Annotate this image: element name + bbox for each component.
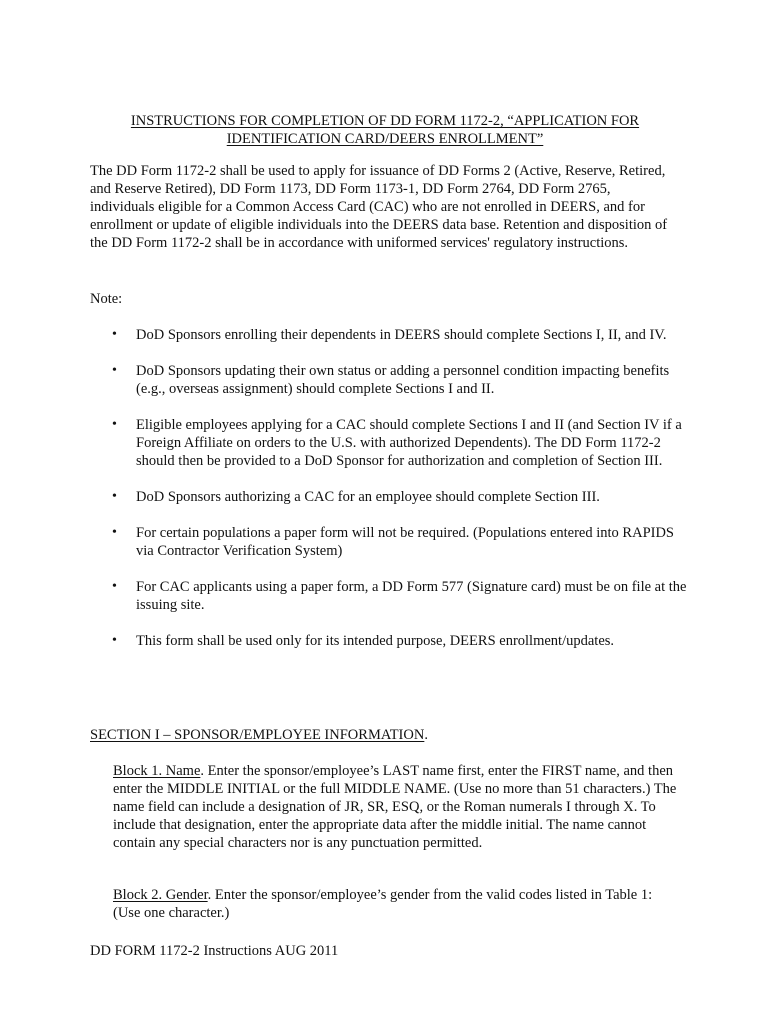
section-heading <box>90 726 428 744</box>
list-item <box>90 326 690 344</box>
block-1-text: . Enter the sponsor/employee’s LAST name first, enter the FIRST name, and then enter the MIDDLE INITIAL or the full MIDDLE NAME. (Use no more than 51 characters.) The name field can include a designation of JR, SR, ESQ, or the Roman numerals I through X. To include that designation, enter the appropriate data after the middle initial. The name cannot contain any special characters nor is any punctuation permitted. <box>113 763 677 851</box>
list-item <box>90 578 690 614</box>
title-line-2: IDENTIFICATION CARD/DEERS ENROLLMENT” <box>226 131 544 147</box>
bullet-icon: • <box>112 327 117 342</box>
list-item-text: DoD Sponsors authorizing a CAC for an employee should complete Section III. <box>136 489 600 505</box>
bullet-icon: • <box>112 525 117 540</box>
list-item <box>90 632 690 650</box>
list-item-text: Eligible employees applying for a CAC should complete Sections I and II (and Section IV if a Foreign Affiliate on orders to the U.S. with authorized Dependents). The DD Form 1172-2 should then be provided to a DoD Sponsor for authorization and completion of Section III. <box>136 417 682 469</box>
list-item-text: DoD Sponsors updating their own status or adding a personnel condition impacting benefits (e.g., overseas assignment) should complete Sections I and II. <box>136 363 670 397</box>
list-item-text: This form shall be used only for its intended purpose, DEERS enrollment/updates. <box>136 633 615 649</box>
notes-list <box>90 326 690 668</box>
bullet-icon: • <box>112 579 117 594</box>
note-label: Note: <box>90 291 123 307</box>
page-footer: DD FORM 1172-2 Instructions AUG 2011 <box>90 943 339 959</box>
block-1-paragraph <box>113 762 683 852</box>
title-line-1: INSTRUCTIONS FOR COMPLETION OF DD FORM 1172-2, “APPLICATION FOR <box>130 113 640 129</box>
block-2-text: . Enter the sponsor/employee’s gender from the valid codes listed in Table 1: (Use one character.) <box>113 887 653 921</box>
section-heading-suffix: . <box>424 727 428 743</box>
bullet-icon: • <box>112 489 117 504</box>
list-item <box>90 416 690 470</box>
block-1-label: Block 1. Name <box>113 763 201 779</box>
bullet-icon: • <box>112 633 117 648</box>
page-title <box>90 112 680 148</box>
section-heading-text: SECTION I – SPONSOR/EMPLOYEE INFORMATION <box>90 727 425 743</box>
intro-paragraph: The DD Form 1172-2 shall be used to apply for issuance of DD Forms 2 (Active, Reserve, Retired, and Reserve Retired), DD Form 1173, DD Form 1173-1, DD Form 2764, DD Form 2765, individuals eligible for a Common Access Card (CAC) who are not enrolled in DEERS, and for enrollment or update of eligible individuals into the DEERS data base. Retention and disposition of the DD Form 1172-2 shall be in accordance with uniformed services' regulatory instructions. <box>90 163 668 251</box>
list-item-text: DoD Sponsors enrolling their dependents in DEERS should complete Sections I, II, and IV. <box>136 327 667 343</box>
list-item-text: For CAC applicants using a paper form, a DD Form 577 (Signature card) must be on file at the issuing site. <box>136 579 687 613</box>
block-2-label: Block 2. Gender <box>113 887 208 903</box>
list-item <box>90 488 690 506</box>
bullet-icon: • <box>112 363 117 378</box>
bullet-icon: • <box>112 417 117 432</box>
list-item <box>90 524 690 560</box>
block-2-paragraph <box>113 886 683 922</box>
list-item-text: For certain populations a paper form will not be required. (Populations entered into RAPIDS via Contractor Verification System) <box>136 525 675 559</box>
list-item <box>90 362 690 398</box>
